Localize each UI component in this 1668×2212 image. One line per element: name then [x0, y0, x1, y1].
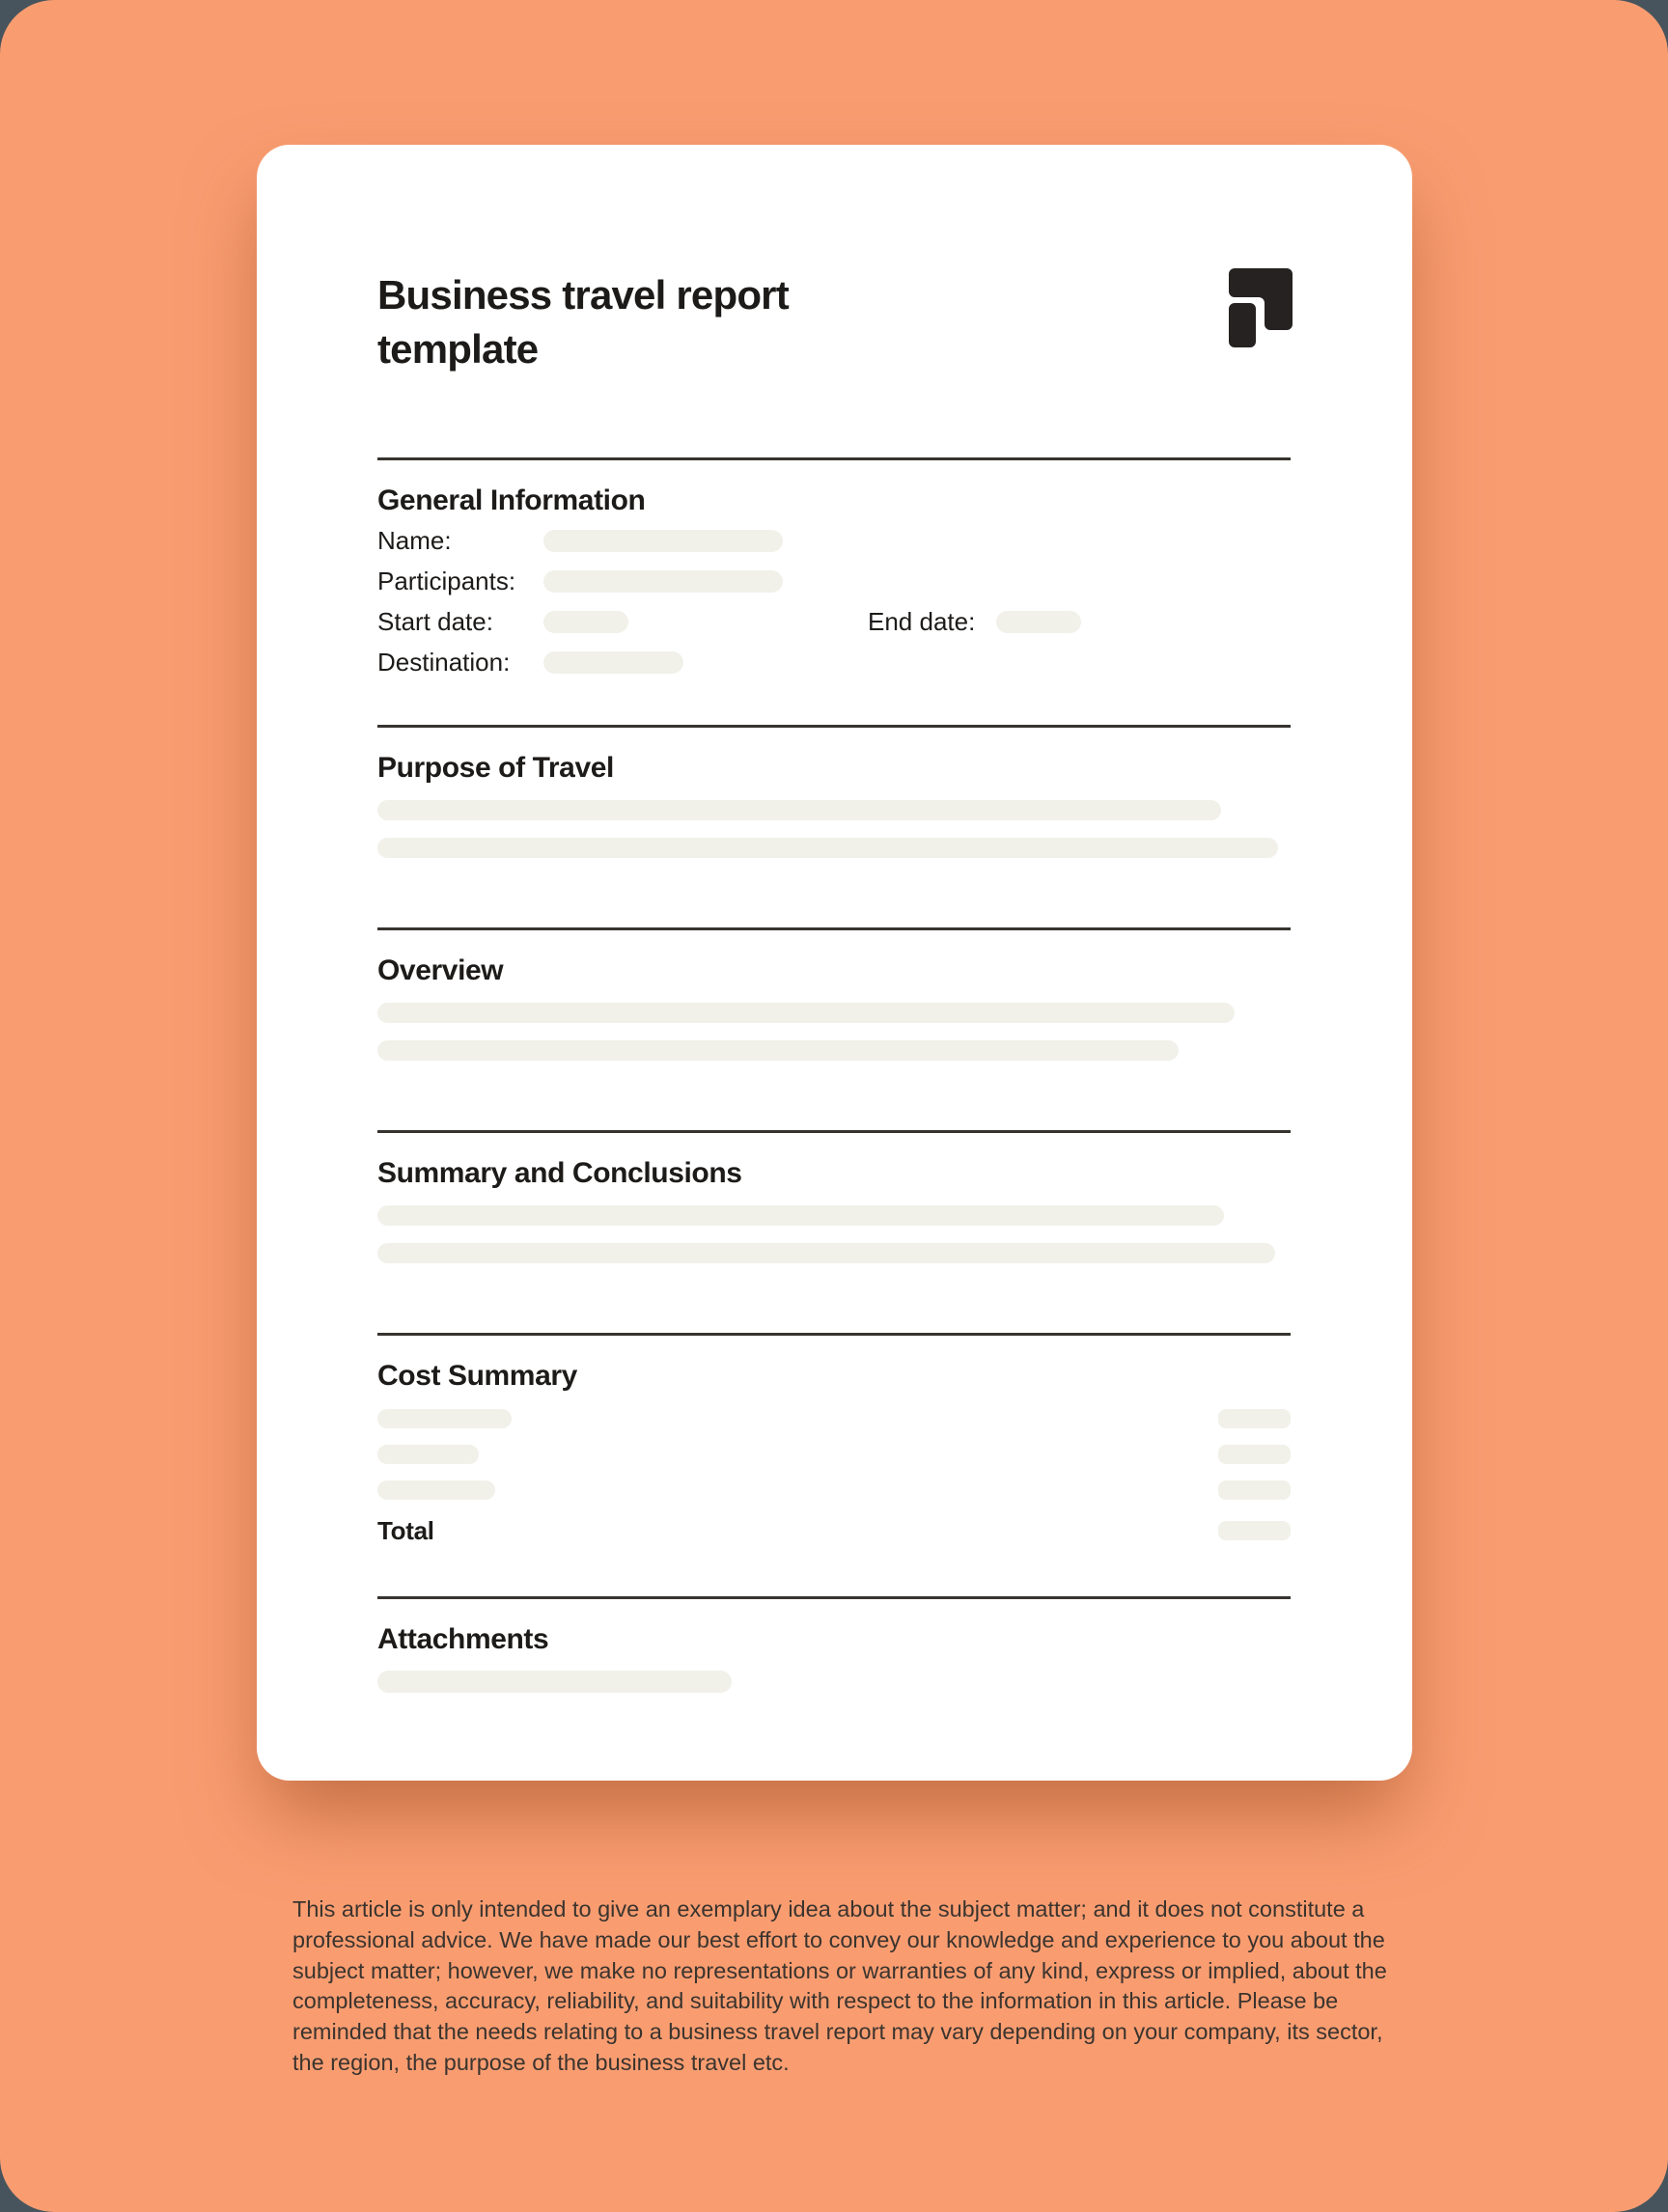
attachment-placeholder — [377, 1671, 732, 1693]
field-row-dates — [377, 601, 1291, 642]
total-amount-placeholder — [1218, 1521, 1291, 1540]
total-label: Total — [377, 1515, 434, 1545]
brand-logo-icon — [1229, 268, 1293, 347]
cost-item-placeholder — [377, 1409, 512, 1428]
field-row-destination — [377, 642, 1291, 682]
end-date-label: End date: — [868, 607, 976, 636]
text-line-placeholder — [377, 838, 1278, 858]
disclaimer-text: This article is only intended to give an exemplary idea about the subject matter; and it does not constitute a professional advice. We have made our best effort to convey our knowledge and experience to you about the subject matter; however, we make no representations or warranties of any kind, express or implied, about the completeness, accuracy, reliability, and suitability with respect to the information in this article. Please be reminded that the needs relating to a business travel report may vary depending on your company, its sector, the region, the purpose of the business travel etc. — [292, 1896, 1387, 2075]
general-information-fields — [377, 520, 1291, 682]
participants-value-placeholder — [543, 570, 783, 593]
text-line-placeholder — [377, 1243, 1275, 1263]
end-date-value-placeholder — [996, 611, 1081, 633]
section-general-information — [377, 457, 1291, 725]
cost-amount-placeholder — [1218, 1409, 1291, 1428]
field-row-name — [377, 520, 1291, 561]
text-line-placeholder — [377, 1205, 1224, 1226]
cost-amount-placeholder — [1218, 1445, 1291, 1464]
cost-row — [377, 1480, 1291, 1500]
section-attachments — [377, 1596, 1291, 1693]
start-date-value-placeholder — [543, 611, 628, 633]
section-summary-and-conclusions — [377, 1130, 1291, 1333]
page-title: Business travel report template — [377, 272, 789, 372]
cost-amount-placeholder — [1218, 1480, 1291, 1500]
section-heading: General Information — [377, 484, 646, 516]
purpose-text-placeholders — [377, 800, 1291, 858]
section-heading: Overview — [377, 954, 504, 986]
participants-label: Participants: — [377, 567, 516, 595]
section-heading: Cost Summary — [377, 1360, 577, 1392]
cost-total-row — [377, 1513, 1291, 1548]
cost-row — [377, 1445, 1291, 1464]
overview-text-placeholders — [377, 1003, 1291, 1061]
report-card — [257, 145, 1412, 1781]
section-cost-summary — [377, 1333, 1291, 1596]
section-purpose-of-travel — [377, 725, 1291, 927]
cost-item-placeholder — [377, 1445, 479, 1464]
destination-value-placeholder — [543, 651, 683, 674]
text-line-placeholder — [377, 1040, 1179, 1061]
cost-row — [377, 1409, 1291, 1428]
field-row-participants — [377, 561, 1291, 601]
name-label: Name: — [377, 526, 452, 555]
section-heading: Purpose of Travel — [377, 752, 614, 784]
destination-label: Destination: — [377, 648, 511, 677]
summary-text-placeholders — [377, 1205, 1291, 1263]
section-heading: Summary and Conclusions — [377, 1157, 742, 1189]
name-value-placeholder — [543, 530, 783, 552]
text-line-placeholder — [377, 1003, 1235, 1023]
cost-item-placeholder — [377, 1480, 495, 1500]
section-heading: Attachments — [377, 1623, 549, 1655]
text-line-placeholder — [377, 800, 1221, 820]
section-overview — [377, 927, 1291, 1130]
start-date-label: Start date: — [377, 607, 493, 636]
